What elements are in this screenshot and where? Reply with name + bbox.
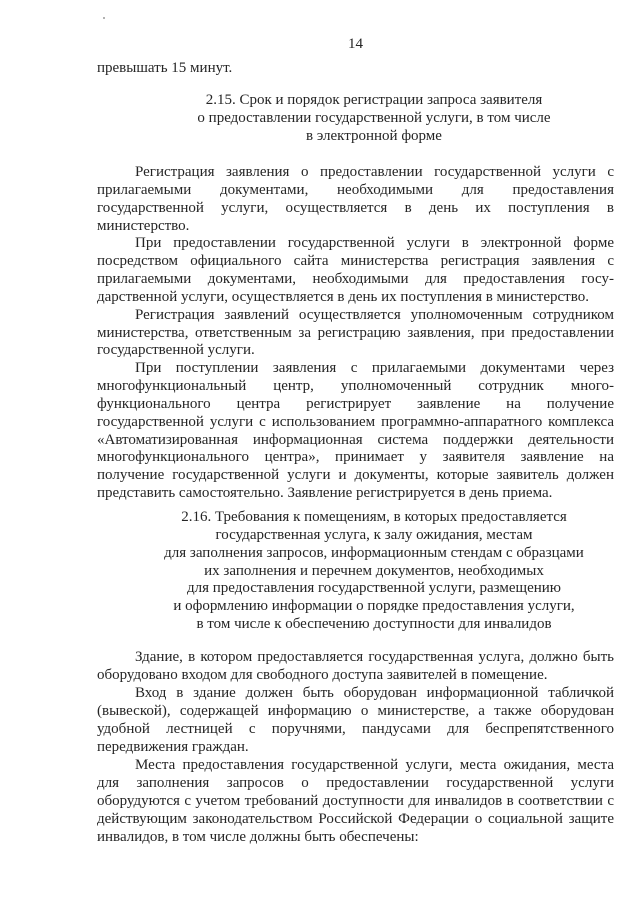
heading-line: в электронной форме: [306, 128, 442, 145]
paragraph: [97, 235, 614, 306]
paragraph-line: министерство.: [97, 217, 190, 234]
section-body: [97, 164, 614, 503]
carryover-line: превышать 15 минут.: [97, 60, 233, 76]
section-2-15: [97, 92, 614, 503]
paragraph-line: многофункциональный центр, уполномоченный сотрудник много-: [97, 378, 614, 395]
paragraph-line: прилагаемыми документами, необходимыми для предоставления: [97, 181, 614, 198]
heading-line: 2.16. Требования к помещениям, в которых предоставляется: [181, 509, 567, 525]
page-number: 14: [348, 36, 363, 52]
paragraph-line: представить самостоятельно. Заявление регистрируется в день приема.: [97, 485, 553, 502]
paragraph-line: дарственной услуги, осуществляется в день их поступления в министерство.: [97, 288, 589, 305]
paragraph-line: государственной услуги с использованием программно-аппаратного комплекса: [97, 413, 614, 430]
paragraph-line: прилагаемыми документами, необходимыми для предоставления госу-: [97, 271, 614, 288]
paragraph-line: При предоставлении государственной услуги в электронной форме: [135, 235, 614, 252]
paragraph-line: передвижения граждан.: [97, 739, 249, 756]
paragraph: [97, 684, 614, 756]
paragraph-line: Места предоставления государственной услуги, места ожидания, места: [135, 757, 614, 774]
paragraph-line: оборудуются с учетом требований доступности для инвалидов в соответствии с: [97, 793, 614, 810]
heading-line: и оформлению информации о порядке предоставления услуги,: [173, 598, 575, 615]
page-text: [97, 60, 614, 846]
section-2-16: [97, 509, 614, 846]
heading-line: 2.15. Срок и порядок регистрации запроса заявителя: [205, 92, 543, 109]
heading-line: государственная услуга, к залу ожидания, местам: [215, 526, 533, 543]
heading-line: в том числе к обеспечению доступности для инвалидов: [196, 616, 552, 633]
paragraph: [97, 307, 614, 361]
scan-speck: [103, 17, 105, 19]
section-body: [97, 648, 614, 846]
paragraph-line: «Автоматизированная информационная система поддержки деятельности: [97, 431, 614, 448]
paragraph-line: многофункционального центра», принимает у заявителя заявление на: [97, 449, 614, 466]
paragraph-line: государственной услуги.: [97, 342, 255, 359]
heading-line: их заполнения и перечнем документов, необходимых: [204, 562, 544, 579]
paragraph-line: действующим законодательством Российской Федерации о социальной защите: [97, 811, 614, 828]
paragraph-line: удобной лестницей с поручнями, пандусами для беспрепятственного: [97, 721, 614, 738]
paragraph: [97, 164, 614, 235]
paragraph-line: для заполнения запросов о предоставлении государственной услуги: [97, 775, 614, 792]
paragraph-line: Регистрация заявления о предоставлении государственной услуги с: [135, 163, 614, 180]
heading-line: для предоставления государственной услуги, размещению: [186, 580, 561, 597]
section-heading: [97, 509, 614, 634]
heading-line: о предоставлении государственной услуги, в том числе: [197, 110, 551, 127]
paragraph-line: министерства, ответственным за регистрацию заявления, при предоставлении: [97, 324, 614, 341]
paragraph-line: Здание, в котором предоставляется государственная услуга, должно быть: [135, 649, 614, 666]
paragraph-line: получение государственной услуги и документы, которые заявитель должен: [97, 467, 614, 484]
paragraph: [97, 648, 614, 684]
paragraph-line: Регистрация заявлений осуществляется уполномоченным сотрудником: [135, 306, 614, 323]
paragraph-line: инвалидов, в том числе должны быть обеспечены:: [97, 829, 419, 846]
paragraph-line: оборудовано входом для свободного доступа заявителей в помещение.: [97, 667, 548, 684]
paragraph-line: посредством официального сайта министерства регистрация заявления с: [97, 253, 614, 270]
heading-line: для заполнения запросов, информационным стендам с образцами: [164, 544, 584, 561]
paragraph-line: При поступлении заявления с прилагаемыми документами через: [135, 360, 614, 377]
paragraph-line: государственной услуги, осуществляется в день их поступления в: [97, 199, 614, 216]
paragraph-line: Вход в здание должен быть оборудован информационной табличкой: [135, 685, 614, 702]
paragraph-line: функционального центра регистрирует заявление на получение: [97, 395, 614, 412]
paragraph: [97, 756, 614, 846]
paragraph-line: (вывеской), содержащей информацию о министерстве, а также оборудован: [97, 703, 614, 720]
paragraph: [97, 360, 614, 503]
section-heading: [97, 92, 614, 146]
